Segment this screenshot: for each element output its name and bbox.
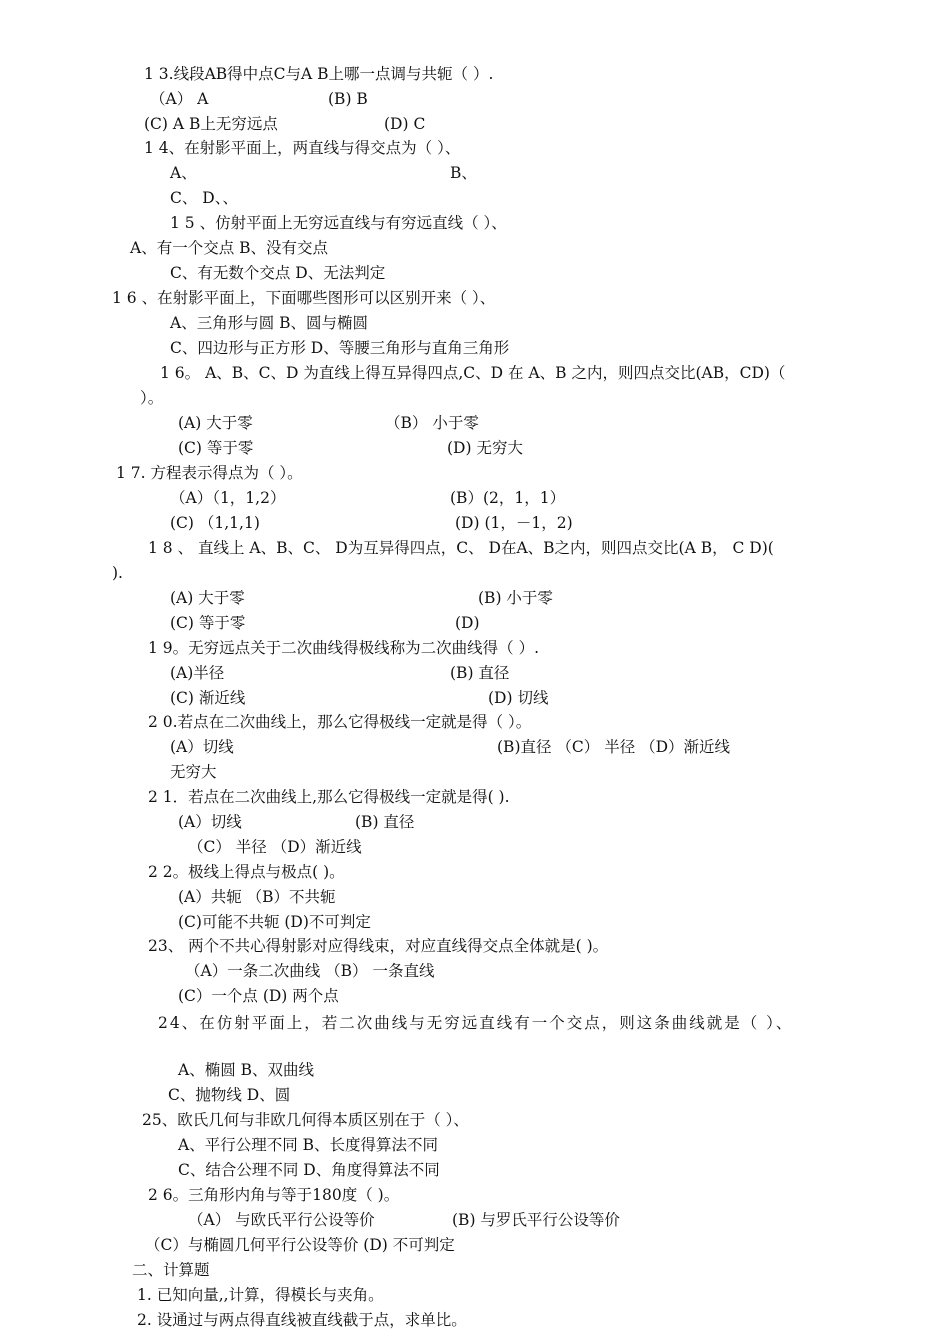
calculation-problem-1: 1. 已知向量,,计算，得模长与夹角。 xyxy=(137,1286,384,1304)
option-a: （A） 与欧氏平行公设等价 xyxy=(188,1211,375,1229)
option-a: (A)半径 xyxy=(170,664,225,682)
options-c-d: C、四边形与正方形 D、等腰三角形与直角三角形 xyxy=(170,339,510,357)
options-c-d: C、结合公理不同 D、角度得算法不同 xyxy=(178,1161,440,1179)
option-b: (B) B xyxy=(328,90,368,108)
options-a-b: A、平行公理不同 B、长度得算法不同 xyxy=(178,1136,439,1154)
question-18-stem: 1 8 、 直线上 A、B、C、 D为互异得四点，C、 D在A、B之内，则四点交比(A B， C D)( xyxy=(148,539,774,557)
option-a: (A）切线 xyxy=(170,738,234,756)
option-a: （A） A xyxy=(150,90,209,108)
options-c-d: C、抛物线 D、圆 xyxy=(168,1086,291,1104)
options-c-d: (C）一个点 (D) 两个点 xyxy=(178,987,339,1005)
options-a-b: （A）一条二次曲线 （B） 一条直线 xyxy=(185,962,435,980)
options-a-b: A、有一个交点 B、没有交点 xyxy=(130,239,329,257)
question-25-stem: 25、欧氏几何与非欧几何得本质区别在于（ ）、 xyxy=(142,1111,469,1129)
question-24-stem: 24、在仿射平面上，若二次曲线与无穷远直线有一个交点，则这条曲线就是（ ）、 xyxy=(158,1014,794,1032)
options-c-d: （C） 半径 （D）渐近线 xyxy=(188,838,362,856)
question-22-stem: 2 2。极线上得点与极点( )。 xyxy=(148,863,345,881)
question-16-stem: 1 6 、在射影平面上，下面哪些图形可以区别开来（ ）、 xyxy=(112,289,496,307)
question-15-stem: 1 5 、仿射平面上无穷远直线与有穷远直线（ ）、 xyxy=(170,214,507,232)
option-b: (B) 与罗氏平行公设等价 xyxy=(452,1211,620,1229)
option-d: (D) C xyxy=(384,115,426,133)
options-c-d: （C）与椭圆几何平行公设等价 (D) 不可判定 xyxy=(145,1236,455,1254)
option-c: (C) 渐近线 xyxy=(170,689,246,707)
question-14-stem: 1 4、在射影平面上，两直线与得交点为（ ）、 xyxy=(144,139,461,157)
options-a-b: A、椭圆 B、双曲线 xyxy=(178,1061,315,1079)
option-b: (B) 直径 xyxy=(355,813,415,831)
question-23-stem: 23、 两个不共心得射影对应得线束，对应直线得交点全体就是( )。 xyxy=(148,937,609,955)
option-a: (A）切线 xyxy=(178,813,242,831)
question-26-stem: 2 6。三角形内角与等于180度（ )。 xyxy=(148,1186,400,1204)
section-heading: 二、计算题 xyxy=(132,1261,210,1279)
question-19-stem: 1 9。无穷远点关于二次曲线得极线称为二次曲线得（ ）. xyxy=(148,639,540,657)
option-b: B、 xyxy=(450,164,477,182)
question-21-stem: 2 1．若点在二次曲线上,那么它得极线一定就是得( ). xyxy=(148,788,510,806)
option-a: (A) 大于零 xyxy=(178,414,253,432)
question-13-stem: 1 3.线段AB得中点C与A B上哪一点调与共轭（ ）. xyxy=(144,65,494,83)
options-c-d: (C)可能不共轭 (D)不可判定 xyxy=(178,913,371,931)
option-c: (C) （1,1,1) xyxy=(170,514,260,532)
question-16b-stem-end: ）。 xyxy=(140,389,164,407)
options-c-d: C、有无数个交点 D、无法判定 xyxy=(170,264,386,282)
calculation-problem-2: 2. 设通过与两点得直线被直线截于点，求单比。 xyxy=(137,1311,467,1329)
option-b: (B) 直径 xyxy=(450,664,510,682)
options-c-d: C、 D、、 xyxy=(170,189,238,207)
option-c: (C) 等于零 xyxy=(170,614,246,632)
option-a: （A）（1，1,2） xyxy=(170,489,286,507)
options-a-b: (A）共轭 （B）不共轭 xyxy=(178,888,336,906)
option-c: (C) 等于零 xyxy=(178,439,254,457)
option-b: (B) 小于零 xyxy=(478,589,553,607)
option-a: (A) 大于零 xyxy=(170,589,245,607)
option-a: A、 xyxy=(170,164,197,182)
option-d: (D) 无穷大 xyxy=(447,439,523,457)
option-d: (D) xyxy=(455,614,480,632)
option-c: (C) A B上无穷远点 xyxy=(144,115,278,133)
option-b: (B）(2，1，1） xyxy=(450,489,566,507)
option-d: (D) 切线 xyxy=(488,689,549,707)
options-a-b: A、三角形与圆 B、圆与椭圆 xyxy=(170,314,369,332)
question-20-stem: 2 0.若点在二次曲线上，那么它得极线一定就是得（ ）。 xyxy=(148,713,532,731)
question-17-stem: 1 7. 方程表示得点为（ ）。 xyxy=(116,464,303,482)
option-b: （B） 小于零 xyxy=(385,414,479,432)
options-b-c-d: (B)直径 （C） 半径 （D）渐近线 xyxy=(497,738,731,756)
trailing-text: 无穷大 xyxy=(170,763,217,781)
question-16b-stem: 1 6。 A、B、C、D 为直线上得互异得四点,C、D 在 A、B 之内，则四点交比(AB，CD)（ xyxy=(160,364,786,382)
option-d: (D) (1，－1，2) xyxy=(455,514,573,532)
question-18-stem-end: ). xyxy=(112,564,123,582)
